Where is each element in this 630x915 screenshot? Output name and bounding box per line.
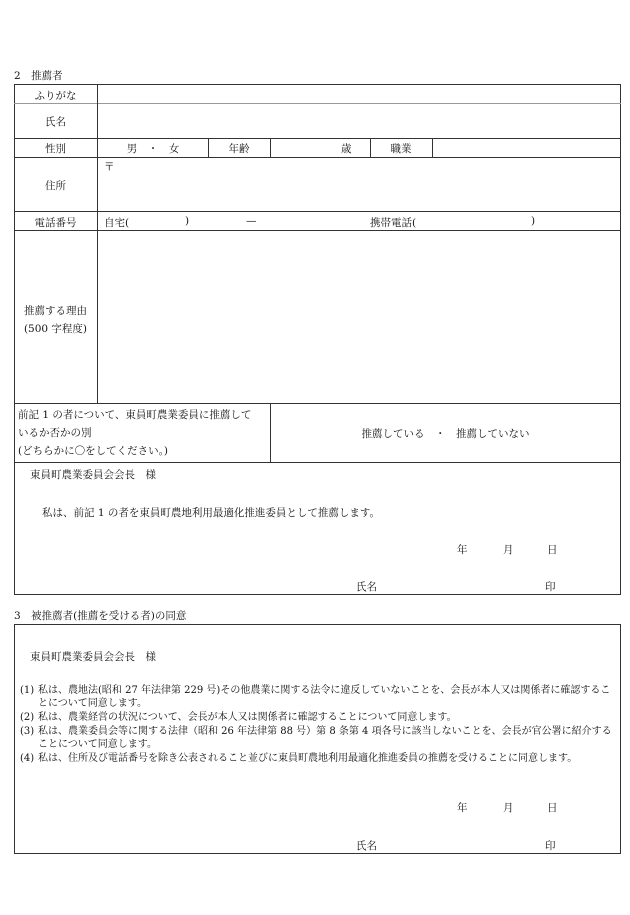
- job-label: 職業: [390, 143, 412, 155]
- gender-label: 性別: [45, 143, 66, 155]
- s2-addressee: 東員町農業委員会会長 様: [30, 469, 156, 481]
- address-label: 住所: [45, 180, 66, 192]
- s2-statement: 私は、前記 1 の者を東員町農地利用最適化推進委員として推薦します。: [42, 507, 381, 519]
- consent-item-num: (3): [20, 726, 35, 737]
- consent-item: [20, 725, 620, 751]
- consent-item-text: 私は、農地法(昭和 27 年法律第 229 号)その他農業に関する法令に違反していないことを、会長が本人又は関係者に確認することについて同意します。: [38, 685, 611, 709]
- s2-seal: 印: [545, 581, 556, 593]
- s3-date-year: 年: [457, 802, 468, 814]
- s2-date-day: 日: [547, 544, 558, 556]
- phone-dash: —: [246, 215, 257, 227]
- s2-sign-name: 氏名: [356, 581, 377, 593]
- s3-seal: 印: [545, 840, 556, 852]
- consent-item-num: (1): [20, 685, 35, 696]
- name-field[interactable]: [98, 105, 620, 137]
- consent-item-text: 私は、農業経営の状況について、会長が本人又は関係者に確認することについて同意します。: [38, 712, 457, 723]
- job-field[interactable]: [433, 140, 620, 156]
- postal-mark: 〒: [104, 161, 115, 173]
- consent-item: [20, 752, 620, 778]
- address-field[interactable]: [98, 159, 620, 210]
- phone-label: 電話番号: [34, 217, 77, 229]
- recommend-question-line2: いるか否かの別: [18, 427, 92, 439]
- s2-date-year: 年: [457, 544, 468, 556]
- recommend-options[interactable]: 推薦している ・ 推薦していない: [361, 428, 530, 440]
- reason-label-line2: (500 字程度): [23, 323, 88, 335]
- section2-heading: 2 推薦者: [14, 70, 63, 82]
- s3-date-month: 月: [503, 802, 514, 814]
- consent-item: [20, 684, 620, 710]
- age-label: 年齢: [228, 143, 250, 155]
- gender-options[interactable]: 男 ・ 女: [126, 143, 180, 155]
- recommend-question-line3: (どちらかに〇をしてください。): [18, 445, 168, 457]
- mobile-phone-close: ): [531, 215, 536, 227]
- consent-item-num: (2): [20, 712, 35, 723]
- name-label: 氏名: [45, 116, 66, 128]
- s3-date-day: 日: [547, 802, 558, 814]
- reason-label: [14, 302, 97, 338]
- recommend-question: [18, 406, 251, 460]
- reason-field[interactable]: [98, 232, 620, 402]
- reason-label-line1: 推薦する理由: [24, 305, 87, 317]
- consent-item: [20, 711, 620, 724]
- recommend-question-line1: 前記 1 の者について、東員町農業委員に推薦して: [18, 409, 252, 421]
- s3-addressee: 東員町農業委員会会長 様: [30, 651, 156, 663]
- mobile-phone-open: 携帯電話(: [370, 217, 417, 229]
- age-unit: 歳: [341, 143, 352, 155]
- s3-sign-name: 氏名: [356, 840, 377, 852]
- consent-item-num: (4): [20, 753, 35, 764]
- consent-item-text: 私は、住所及び電話番号を除き公表されること並びに東員町農地利用最適化推進委員の推薦を受けることに同意します。: [38, 753, 578, 764]
- furigana-field[interactable]: [98, 88, 620, 102]
- section3-heading: 3 被推薦者(推薦を受ける者)の同意: [14, 610, 187, 622]
- furigana-label: ふりがな: [34, 90, 77, 102]
- home-phone-close: ): [185, 215, 190, 227]
- s2-date-month: 月: [503, 544, 514, 556]
- consent-item-text: 私は、農業委員会等に関する法律（昭和 26 年法律第 88 号）第 8 条第 4 項各号に該当しないことを、会長が官公署に紹介することについて同意します。: [38, 726, 612, 750]
- home-phone-open: 自宅(: [104, 217, 130, 229]
